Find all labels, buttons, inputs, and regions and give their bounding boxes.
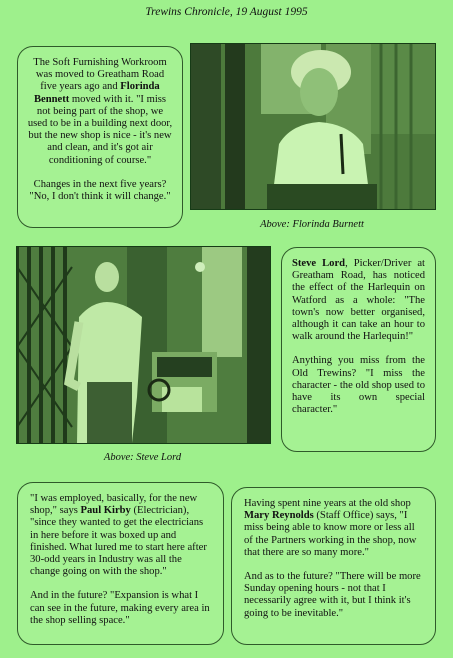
article-paragraph-1 — [27, 57, 173, 167]
photo-florinda-burnett — [190, 43, 436, 210]
article-paragraph-1 — [30, 493, 211, 578]
article-mary-reynolds — [231, 487, 436, 645]
text-span: Having spent nine years at the old shop — [244, 498, 411, 509]
article-paragraph-1 — [244, 498, 423, 559]
article-paul-kirby — [17, 482, 224, 645]
text-span: (Staff Office) says, "I miss being able to know more or less all of the Partners working in the shop, now that there are so many more." — [244, 510, 417, 558]
photo-caption-steve: Above: Steve Lord — [103, 452, 182, 463]
photo-steve-lord — [16, 246, 271, 444]
person-name: Steve Lord — [292, 258, 346, 269]
article-paragraph-2: Changes in the next five years? "No, I don't think it will change." — [29, 178, 171, 203]
article-florinda-bennett — [17, 46, 183, 228]
article-paragraph-2: And as to the future? "There will be more Sunday opening hours - not that I necessarily agree with it, but I think it's going to be inevitable." — [244, 571, 421, 619]
text-span: moved with it. "I miss not being part of the shop, we used to be in a building next door, but the new shop is nice - it's new and clean, and it's got air conditioning of course." — [27, 93, 173, 166]
person-name: Paul Kirby — [80, 505, 131, 517]
person-name: Mary Reynolds — [244, 510, 314, 522]
article-paragraph-2: Anything you miss from the Old Trewins? "I miss the character - the old shop used to have its own special character." — [292, 355, 425, 416]
page-header: Trewins Chronicle, 19 August 1995 — [145, 6, 308, 18]
text-span: "I was employed, basically, for the new shop," says — [30, 493, 198, 517]
article-paragraph-1 — [292, 258, 425, 343]
photo-caption-florinda: Above: Florinda Burnett — [260, 219, 364, 230]
photo-florinda-image — [191, 44, 435, 209]
article-paragraph-2: And in the future? "Expansion is what I can see in the future, making every area in the shop selling space." — [30, 590, 210, 626]
person-name: Florinda Bennett — [33, 81, 160, 105]
text-span: , Picker/Driver at Greatham Road, has noticed the effect of the Harlequin on Watford as a whole: "The town's now better organised, although it can take an hour to walk around the Harlequin!" — [292, 258, 426, 343]
article-steve-lord — [281, 247, 436, 452]
photo-steve-image — [17, 247, 270, 443]
text-span: (Electrician), "since they wanted to get the electricians in here before it was boxed up and finished. What lured me to start here after 30-odd years in Industry was all the change going on with the shop." — [30, 505, 207, 578]
text-span: The Soft Furnishing Workroom was moved to Greatham Road five years ago and — [33, 57, 167, 93]
